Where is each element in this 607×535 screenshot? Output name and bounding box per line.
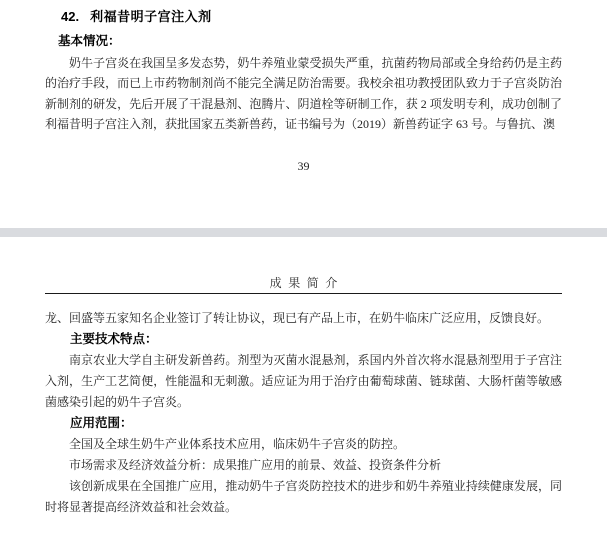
item-title-text: 利福昔明子宫注入剂 (90, 9, 212, 24)
body-paragraph: 市场需求及经济效益分析：成果推广应用的前景、效益、投资条件分析 (69, 458, 442, 472)
item-title (61, 7, 562, 27)
page-gap (0, 228, 607, 237)
page-40 (0, 237, 607, 535)
body-paragraph: 该创新成果在全国推广应用，推动奶牛子宫炎防控技术的进步和奶牛养殖业持续健康发展，同时将显著提高经济效益和社会效益。 (45, 479, 562, 514)
page-number: 39 (297, 158, 310, 173)
page-39 (0, 0, 607, 228)
page-body (45, 308, 562, 518)
body-paragraph: 龙、回盛等五家知名企业签订了转让协议，现已有产品上市，在奶牛临床广泛应用，反馈良好。 (45, 311, 550, 325)
section-heading-tech-features: 主要技术特点： (70, 332, 158, 346)
body-paragraph: 南京农业大学自主研发新兽药。剂型为灭菌水混悬剂，系国内外首次将水混悬剂型用于子宫注入剂，生产工艺简便，性能温和无刺激。适应证为用于治疗由葡萄球菌、链球菌、大肠杆菌等敏感菌感染引起的奶牛子宫炎。 (45, 353, 562, 409)
body-paragraph: 全国及全球生奶牛产业体系技术应用，临床奶牛子宫炎的防控。 (69, 437, 406, 451)
section-heading-application-scope: 应用范围： (70, 416, 133, 430)
body-paragraph: 奶牛子宫炎在我国呈多发态势，奶牛养殖业蒙受损失严重，抗菌药物局部或全身给药仍是主药的治疗手段，而已上市药物制剂尚不能完全满足防治需要。我校余祖功教授团队致力于子宫炎防治新制剂的研发，先后开展了干混悬剂、泡腾片、阴道栓等研制工作，获 2 项发明专利，成功创制了利福昔明子宫注入剂，获批国家五类新兽药，证书编号为（2019）新兽药证字 63 号。与鲁抗、澳 (45, 56, 562, 132)
section-heading-basic-info: 基本情况： (58, 34, 121, 48)
running-header: 成果简介 (269, 276, 344, 290)
item-number: 42. (61, 9, 80, 24)
header-rule (45, 293, 562, 294)
